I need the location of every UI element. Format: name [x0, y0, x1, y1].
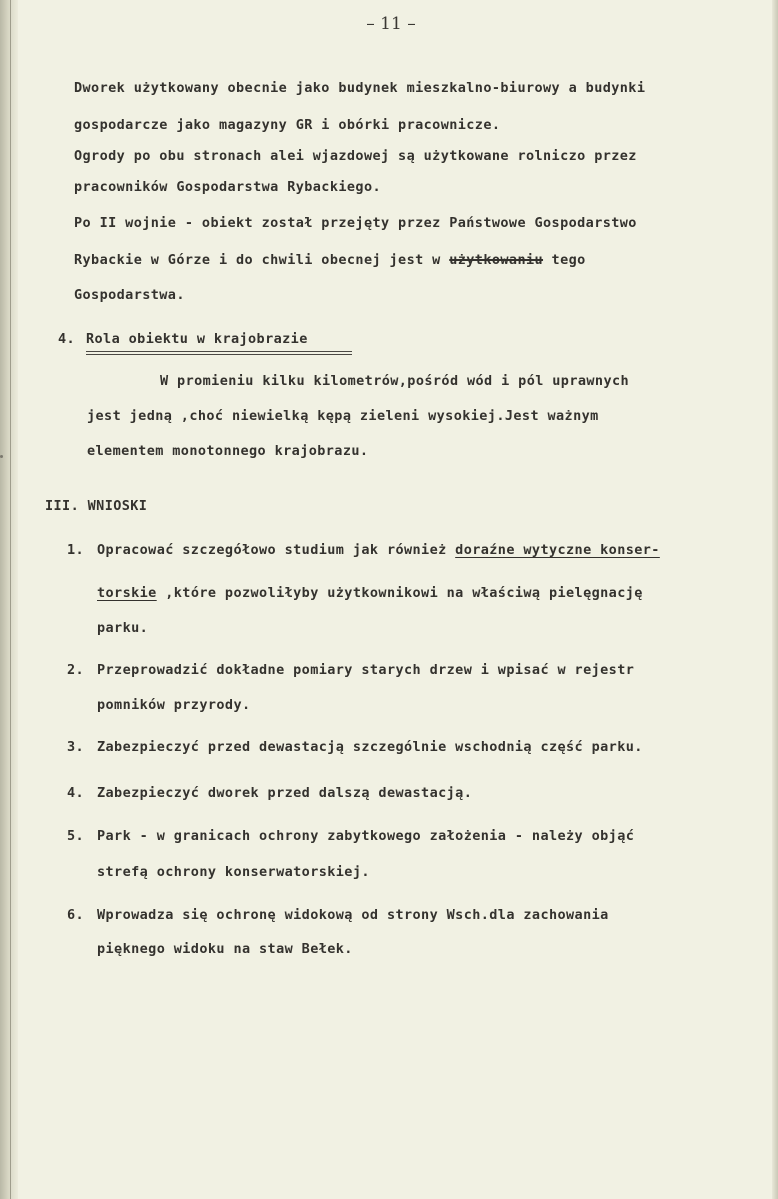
item-5-number: 5. [67, 828, 85, 844]
section-4-line-2: jest jedną ,choć niewielką kępą zieleni wysokiej.Jest ważnym [87, 408, 599, 424]
item-1-line-2 [97, 585, 643, 601]
binding-edge [0, 0, 18, 1199]
intro-line-7: Gospodarstwa. [74, 287, 185, 303]
page-number: – 11 – [366, 14, 416, 34]
item-3-number: 3. [67, 739, 85, 755]
intro-line-6-end: tego [543, 252, 586, 268]
struck-word: użytkowaniu [449, 252, 544, 268]
item-1-number: 1. [67, 542, 85, 558]
intro-line-1: Dworek użytkowany obecnie jako budynek mieszkalno-biurowy a budynki [74, 80, 646, 96]
item-1-line-3: parku. [97, 620, 149, 636]
item-4-number: 4. [67, 785, 85, 801]
intro-line-6-start: Rybackie w Górze i do chwili obecnej jest w [74, 252, 450, 268]
item-2-number: 2. [67, 662, 85, 678]
item-6-line-2: pięknego widoku na staw Bełek. [97, 941, 353, 957]
section-4-heading: Rola obiektu w krajobrazie [86, 331, 308, 347]
item-5-line-1: Park - w granicach ochrony zabytkowego założenia - należy objąć [97, 828, 635, 844]
item-2-line-2: pomników przyrody. [97, 697, 251, 713]
item-1-text: Opracować szczegółowo studium jak również [97, 542, 456, 558]
item-5-line-2: strefą ochrony konserwatorskiej. [97, 864, 370, 880]
item-1-underlined-text: doraźne wytyczne konser- [455, 542, 660, 558]
margin-speck [0, 455, 3, 458]
item-6-line-1: Wprowadza się ochronę widokową od strony Wsch.dla zachowania [97, 907, 609, 923]
item-1-line-1 [97, 542, 660, 558]
intro-line-5: Po II wojnie - obiekt został przejęty przez Państwowe Gospodarstwo [74, 215, 637, 231]
intro-line-2: gospodarcze jako magazyny GR i obórki pracownicze. [74, 117, 501, 133]
intro-line-4: pracowników Gospodarstwa Rybackiego. [74, 179, 381, 195]
item-1-line-2-text: ,które pozwoliłyby użytkownikowi na właściwą pielęgnację [156, 585, 643, 601]
item-2-line-1: Przeprowadzić dokładne pomiary starych drzew i wpisać w rejestr [97, 662, 635, 678]
section-4-line-3: elementem monotonnego krajobrazu. [87, 443, 369, 459]
intro-line-3: Ogrody po obu stronach alei wjazdowej są użytkowane rolniczo przez [74, 148, 637, 164]
section-4-number: 4. [58, 331, 76, 347]
section-4-line-1: W promieniu kilku kilometrów,pośród wód i pól uprawnych [160, 373, 630, 389]
section-3-heading: III. WNIOSKI [45, 498, 148, 514]
heading-underline [86, 351, 352, 355]
item-6-number: 6. [67, 907, 85, 923]
intro-line-6 [74, 252, 586, 268]
page-edge-shadow [772, 0, 778, 1199]
item-3-line-1: Zabezpieczyć przed dewastacją szczególnie wschodnią część parku. [97, 739, 643, 755]
item-4-line-1: Zabezpieczyć dworek przed dalszą dewastacją. [97, 785, 473, 801]
item-1-underlined-continuation: torskie [97, 585, 157, 601]
